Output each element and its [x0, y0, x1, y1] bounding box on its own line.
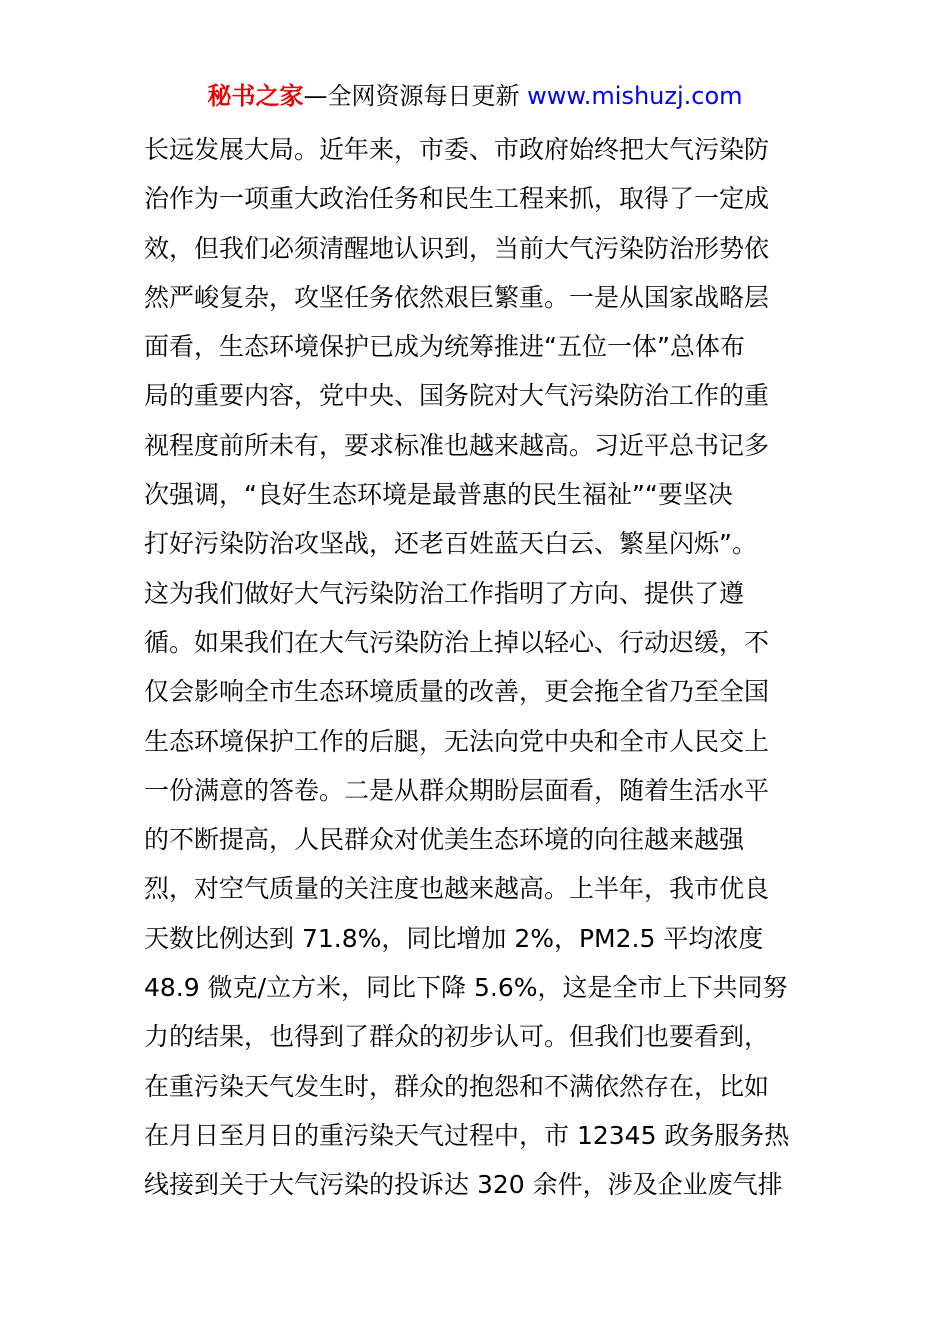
text-line: 烈，对空气质量的关注度也越来越高。上半年，我市优良	[144, 874, 770, 904]
text-line: 力的结果，也得到了群众的初步认可。但我们也要看到，	[144, 1022, 770, 1052]
brand-name: 秘书之家	[207, 82, 304, 110]
text-line: 效，但我们必须清醒地认识到，当前大气污染防治形势依	[144, 233, 770, 263]
text-line: 治作为一项重大政治任务和民生工程来抓，取得了一定成	[144, 184, 770, 214]
text-line: 在重污染天气发生时，群众的抱怨和不满依然存在，比如	[144, 1071, 770, 1101]
text-line: 这为我们做好大气污染防治工作指明了方向、提供了遵	[144, 578, 745, 608]
text-line: 生态环境保护工作的后腿，无法向党中央和全市人民交上	[144, 726, 770, 756]
header-tagline: —全网资源每日更新	[303, 82, 528, 110]
text-line: 次强调，“良好生态环境是最普惠的民生福祉”“要坚决	[144, 480, 733, 510]
text-line: 一份满意的答卷。二是从群众期盼层面看，随着生活水平	[144, 775, 770, 805]
text-line: 48.9 微克/立方米，同比下降 5.6%，这是全市上下共同努	[144, 973, 788, 1003]
text-line: 然严峻复杂，攻坚任务依然艰巨繁重。一是从国家战略层	[144, 282, 770, 312]
text-line: 在月日至月日的重污染天气过程中，市 12345 政务服务热	[144, 1120, 790, 1150]
text-line: 循。如果我们在大气污染防治上掉以轻心、行动迟缓，不	[144, 627, 770, 657]
text-line: 局的重要内容，党中央、国务院对大气污染防治工作的重	[144, 381, 770, 411]
text-line: 线接到关于大气污染的投诉达 320 余件，涉及企业废气排	[144, 1170, 783, 1200]
text-line: 打好污染防治攻坚战，还老百姓蓝天白云、繁星闪烁”。	[144, 529, 757, 559]
document-body	[144, 125, 824, 1210]
text-line: 天数比例达到 71.8%，同比增加 2%，PM2.5 平均浓度	[144, 923, 764, 953]
text-line: 长远发展大局。近年来，市委、市政府始终把大气污染防	[144, 135, 770, 164]
text-line: 的不断提高，人民群众对优美生态环境的向往越来越强	[144, 825, 745, 855]
site-url-link[interactable]: www.mishuzj.com	[527, 82, 743, 110]
text-line: 面看，生态环境保护已成为统筹推进“五位一体”总体布	[144, 332, 745, 362]
document-header	[0, 78, 950, 114]
text-line: 视程度前所未有，要求标准也越来越高。习近平总书记多	[144, 430, 770, 460]
text-line: 仅会影响全市生态环境质量的改善，更会拖全省乃至全国	[144, 677, 770, 707]
